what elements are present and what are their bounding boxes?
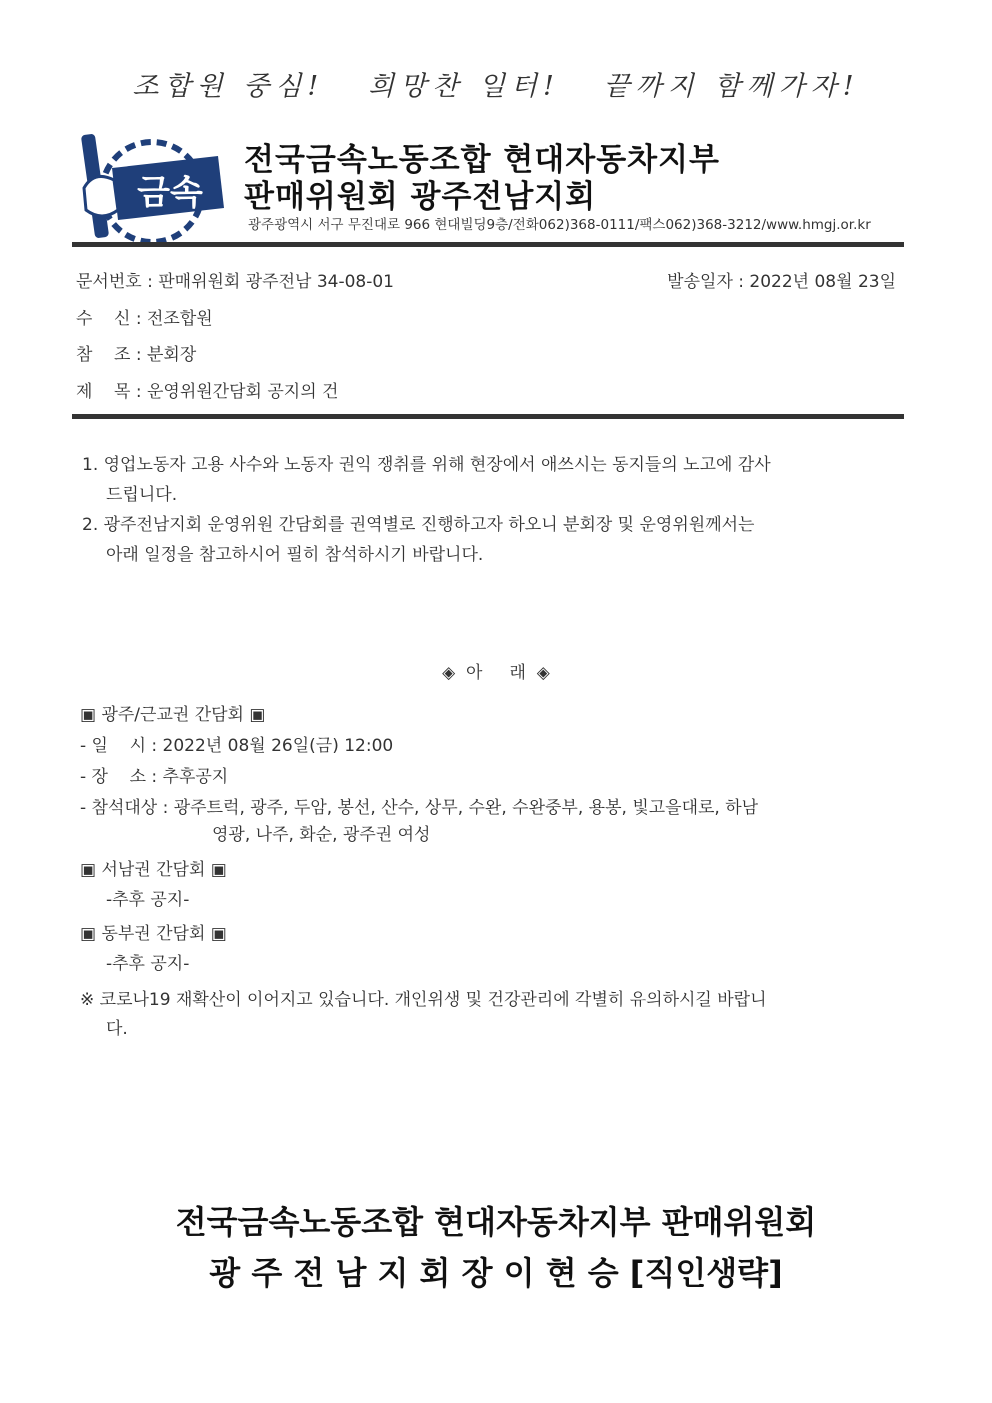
header-divider [72, 242, 904, 247]
section1-attendees: - 참석대상 : 광주트럭, 광주, 두암, 봉선, 산수, 상무, 수완, 수완중부, 용봉, 빛고을대로, 하남 [80, 798, 759, 818]
section1-attendees-cont: 영광, 나주, 화순, 광주권 여성 [212, 825, 431, 845]
recipient: 수 신 : 전조합원 [76, 309, 213, 329]
reference: 참 조 : 분회장 [76, 345, 197, 365]
subject: 제 목 : 운영위원간담회 공지의 건 [76, 382, 339, 402]
body-divider [72, 414, 904, 419]
section1-place: - 장 소 : 추후공지 [80, 767, 229, 787]
body-item-2 [82, 510, 902, 570]
signature-org: 전국금속노동조합 현대자동차지부 판매위원회 [175, 1203, 817, 1241]
body-item-1 [82, 450, 902, 510]
org-name-line1: 전국금속노동조합 현대자동차지부 [244, 142, 720, 178]
send-date: 발송일자 : 2022년 08월 23일 [667, 272, 896, 292]
logo-text: 금속 [137, 173, 203, 213]
section2-title: ▣ 서남권 간담회 ▣ [80, 860, 227, 880]
body-item-1-line2: 드립니다. [106, 485, 178, 505]
signature-name: 광 주 전 남 지 회 장 이 현 승 [직인생략] [209, 1254, 783, 1292]
section2-note: -추후 공지- [106, 890, 190, 910]
union-fist-logo-icon [78, 128, 230, 246]
org-address: 광주광역시 서구 무진대로 966 현대빌딩9층/전화062)368-0111/팩스062)368-3212/www.hmgj.or.kr [248, 217, 871, 233]
covid-note-cont: 다. [106, 1019, 128, 1039]
section3-title: ▣ 동부권 간담회 ▣ [80, 924, 227, 944]
covid-note: ※ 코로나19 재확산이 이어지고 있습니다. 개인위생 및 건강관리에 각별히 유의하시길 바랍니 [80, 990, 767, 1010]
body-item-1-line1: 1. 영업노동자 고용 사수와 노동자 권익 쟁취를 위해 현장에서 애쓰시는 동지들의 노고에 감사 [82, 455, 771, 475]
section3-note: -추후 공지- [106, 954, 190, 974]
body-item-2-line1: 2. 광주전남지회 운영위원 간담회를 권역별로 진행하고자 하오니 분회장 및 운영위원께서는 [82, 515, 755, 535]
body-item-2-line2: 아래 일정을 참고하시어 필히 참석하시기 바랍니다. [106, 545, 484, 565]
slogan: 조합원 중심! 희망찬 일터! 끝까지 함께가자! [132, 71, 860, 102]
section1-date: - 일 시 : 2022년 08월 26일(금) 12:00 [80, 736, 394, 756]
section1-title: ▣ 광주/근교권 간담회 ▣ [80, 705, 266, 725]
doc-number: 문서번호 : 판매위원회 광주전남 34-08-01 [76, 272, 394, 292]
org-name-line2: 판매위원회 광주전남지회 [244, 179, 597, 215]
notice-heading: ◈ 아 래 ◈ [442, 663, 550, 683]
